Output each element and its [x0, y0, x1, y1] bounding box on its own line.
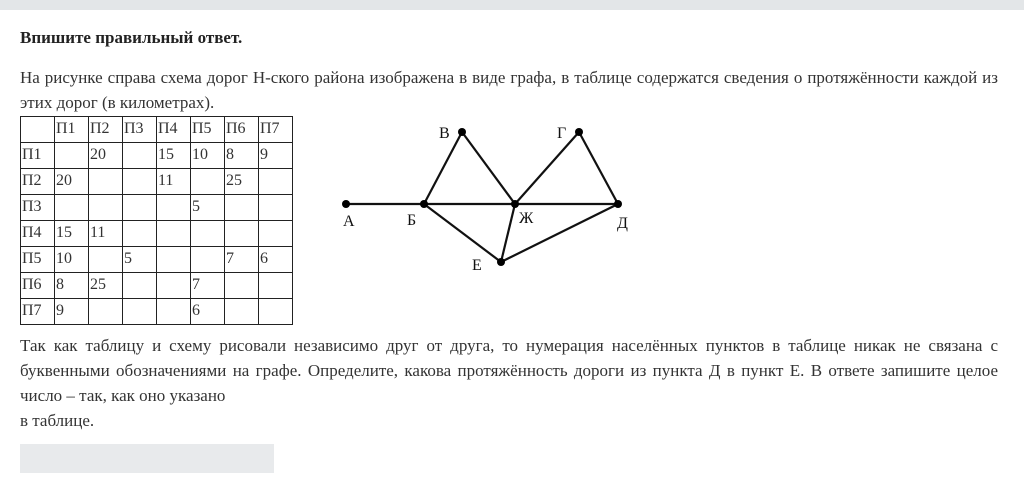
label-d: Д: [617, 215, 628, 232]
table-cell: [89, 169, 123, 195]
table-cell: [225, 299, 259, 325]
table-row-header: П7: [21, 299, 55, 325]
vertex-a: [342, 200, 350, 208]
table-cell: [191, 221, 225, 247]
table-cell: 6: [259, 247, 293, 273]
table-cell: 5: [123, 247, 157, 273]
table-header-cell: П2: [89, 117, 123, 143]
distance-table: [20, 116, 293, 325]
table-cell: 7: [225, 247, 259, 273]
label-zh: Ж: [519, 210, 534, 227]
table-cell: 25: [89, 273, 123, 299]
table-header-cell: П7: [259, 117, 293, 143]
table-cell: 10: [191, 143, 225, 169]
table-cell: [225, 195, 259, 221]
table-row: [21, 221, 293, 247]
table-cell: [123, 143, 157, 169]
table-row-header: П2: [21, 169, 55, 195]
vertex-b: [420, 200, 428, 208]
table-row-header: П5: [21, 247, 55, 273]
table-cell: [123, 221, 157, 247]
table-header-cell: [21, 117, 55, 143]
table-header-row: [21, 117, 293, 143]
table-cell: 11: [157, 169, 191, 195]
edge-g-d: [579, 132, 618, 204]
table-cell: 10: [55, 247, 89, 273]
table-cell: [225, 221, 259, 247]
table-row-header: П1: [21, 143, 55, 169]
edge-b-v: [424, 132, 462, 204]
table-header-cell: П6: [225, 117, 259, 143]
task-heading: Впишите правильный ответ.: [20, 28, 243, 47]
edge-e-zh: [501, 204, 515, 262]
question-main: Так как таблицу и схему рисовали независимо друг от друга, то нумерация населённых пунктов в таблице никак не связана с буквенными обозначениями на графе. Определите, какова протяжённость дороги из пункта Д в пункт Е. В ответе запишите целое число – так, как оно указано: [20, 336, 998, 405]
table-row: [21, 195, 293, 221]
table-cell: [123, 299, 157, 325]
label-g: Г: [557, 125, 567, 142]
table-cell: 9: [55, 299, 89, 325]
table-cell: 8: [225, 143, 259, 169]
edge-zh-g: [515, 132, 579, 204]
vertex-d: [614, 200, 622, 208]
table-header-cell: П1: [55, 117, 89, 143]
table-cell: 9: [259, 143, 293, 169]
vertex-zh: [511, 200, 519, 208]
road-graph: [320, 118, 650, 278]
table-cell: 7: [191, 273, 225, 299]
table-cell: [157, 247, 191, 273]
table-cell: 20: [89, 143, 123, 169]
table-cell: [259, 221, 293, 247]
edge-b-e: [424, 204, 501, 262]
table-cell: [191, 247, 225, 273]
table-cell: 20: [55, 169, 89, 195]
table-cell: [259, 299, 293, 325]
table-cell: [157, 195, 191, 221]
vertex-g: [575, 128, 583, 136]
table-row-header: П4: [21, 221, 55, 247]
task-intro: На рисунке справа схема дорог Н-ского района изображена в виде графа, в таблице содержатся сведения о протяжённости каждой из этих дорог (в километрах).: [20, 68, 998, 112]
table-cell: [259, 273, 293, 299]
table-cell: [89, 195, 123, 221]
vertex-e: [497, 258, 505, 266]
table-cell: [89, 247, 123, 273]
table-row: [21, 247, 293, 273]
table-header-cell: П5: [191, 117, 225, 143]
table-cell: [191, 169, 225, 195]
table-cell: 25: [225, 169, 259, 195]
table-cell: 5: [191, 195, 225, 221]
edge-v-zh: [462, 132, 515, 204]
table-header-cell: П3: [123, 117, 157, 143]
table-cell: [55, 195, 89, 221]
table-header-cell: П4: [157, 117, 191, 143]
table-cell: 11: [89, 221, 123, 247]
table-cell: 15: [55, 221, 89, 247]
top-bar: [0, 0, 1024, 10]
table-cell: 6: [191, 299, 225, 325]
vertex-v: [458, 128, 466, 136]
table-cell: [157, 273, 191, 299]
label-v: В: [439, 125, 450, 142]
table-cell: [123, 169, 157, 195]
table-cell: [157, 299, 191, 325]
table-cell: [259, 195, 293, 221]
label-e: Е: [472, 257, 482, 274]
answer-input[interactable]: [20, 444, 274, 473]
table-row-header: П3: [21, 195, 55, 221]
table-cell: [55, 143, 89, 169]
table-row: [21, 143, 293, 169]
table-cell: [225, 273, 259, 299]
label-a: А: [343, 213, 355, 230]
table-row: [21, 299, 293, 325]
table-row-header: П6: [21, 273, 55, 299]
table-cell: [89, 299, 123, 325]
table-cell: [123, 273, 157, 299]
task-question: [20, 333, 998, 433]
table-cell: [123, 195, 157, 221]
question-tail: в таблице.: [20, 411, 95, 430]
label-b: Б: [407, 212, 417, 229]
table-row: [21, 273, 293, 299]
table-row: [21, 169, 293, 195]
table-cell: [259, 169, 293, 195]
table-cell: 8: [55, 273, 89, 299]
table-cell: 15: [157, 143, 191, 169]
table-cell: [157, 221, 191, 247]
